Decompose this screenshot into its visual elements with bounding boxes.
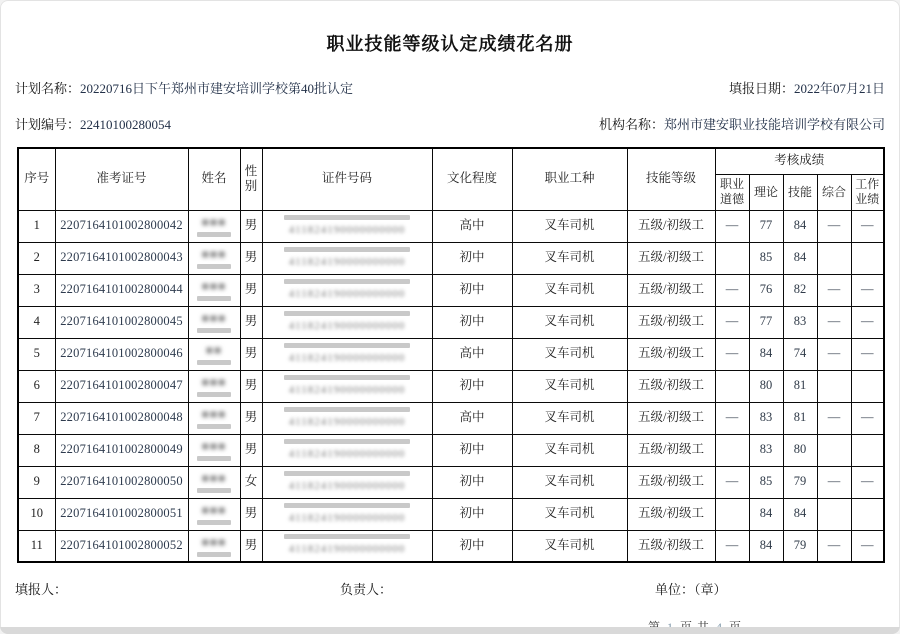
redaction-smudge [284, 439, 409, 444]
cell-occupation: 叉车司机 [512, 530, 627, 562]
table-row [18, 274, 884, 306]
cell-exam-no: 2207164101002800048 [55, 402, 188, 434]
cell-score-ethics [715, 370, 749, 402]
col-header-gender: 性别 [240, 148, 262, 210]
redacted-id-text: 411824190000000000 [288, 287, 406, 300]
col-header-skill: 技能 [783, 174, 817, 210]
cell-level: 五级/初级工 [627, 370, 715, 402]
cell-score-skill: 79 [783, 530, 817, 562]
cell-no: 1 [18, 210, 55, 242]
cell-name-redacted [188, 370, 240, 402]
redacted-id-text: 411824190000000000 [288, 255, 406, 268]
cell-name-redacted [188, 530, 240, 562]
table-row [18, 434, 884, 466]
cell-occupation: 叉车司机 [512, 338, 627, 370]
report-date [729, 78, 885, 97]
cell-occupation: 叉车司机 [512, 370, 627, 402]
cell-score-work: — [851, 338, 884, 370]
cell-id-redacted [262, 370, 432, 402]
cell-education: 初中 [432, 242, 512, 274]
cell-score-work: — [851, 466, 884, 498]
cell-score-comprehensive [817, 370, 851, 402]
cell-score-ethics [715, 498, 749, 530]
cell-score-work: — [851, 402, 884, 434]
window-bottom-edge [0, 627, 900, 634]
redaction-smudge [284, 375, 409, 380]
cell-score-ethics: — [715, 274, 749, 306]
cell-level: 五级/初级工 [627, 402, 715, 434]
redacted-id-text: 411824190000000000 [288, 319, 406, 332]
plan-name-label: 计划名称： [15, 81, 81, 96]
redaction-smudge [284, 215, 409, 220]
redaction-smudge [284, 343, 409, 348]
table-row [18, 306, 884, 338]
cell-score-skill: 84 [783, 210, 817, 242]
cell-score-skill: 79 [783, 466, 817, 498]
col-header-ethics: 职业道德 [715, 174, 749, 210]
cell-level: 五级/初级工 [627, 274, 715, 306]
cell-exam-no: 2207164101002800043 [55, 242, 188, 274]
page-title: 职业技能等级认定成绩花名册 [326, 34, 574, 54]
cell-gender: 男 [240, 210, 262, 242]
cell-score-theory: 80 [749, 370, 783, 402]
redaction-smudge [197, 328, 231, 333]
cell-id-redacted [262, 434, 432, 466]
cell-score-work [851, 242, 884, 274]
cell-occupation: 叉车司机 [512, 274, 627, 306]
cell-id-redacted [262, 242, 432, 274]
redaction-smudge [284, 311, 409, 316]
col-header-name: 姓名 [188, 148, 240, 210]
redacted-name-text: ■■■ [201, 247, 227, 262]
redacted-id-text: 411824190000000000 [288, 543, 406, 556]
cell-score-ethics: — [715, 402, 749, 434]
cell-gender: 男 [240, 530, 262, 562]
plan-no [15, 114, 171, 133]
cell-level: 五级/初级工 [627, 306, 715, 338]
cell-education: 初中 [432, 274, 512, 306]
results-table [17, 147, 885, 563]
cell-no: 7 [18, 402, 55, 434]
table-row [18, 402, 884, 434]
cell-gender: 男 [240, 498, 262, 530]
col-header-exam-no: 准考证号 [55, 148, 188, 210]
cell-name-redacted [188, 466, 240, 498]
cell-score-ethics [715, 434, 749, 466]
cell-exam-no: 2207164101002800051 [55, 498, 188, 530]
cell-occupation: 叉车司机 [512, 498, 627, 530]
cell-name-redacted [188, 338, 240, 370]
cell-gender: 男 [240, 306, 262, 338]
redaction-smudge [197, 488, 231, 493]
cell-gender: 女 [240, 466, 262, 498]
cell-score-comprehensive: — [817, 530, 851, 562]
redaction-smudge [197, 392, 231, 397]
table-row [18, 466, 884, 498]
redacted-name-text: ■■■ [201, 534, 227, 549]
unit-seal-label: 单位：（章） [655, 582, 727, 597]
cell-score-comprehensive [817, 434, 851, 466]
plan-name-value: 20220716日下午郑州市建安培训学校第40批认定 [80, 81, 354, 96]
cell-score-ethics: — [715, 338, 749, 370]
cell-level: 五级/初级工 [627, 530, 715, 562]
cell-score-work: — [851, 274, 884, 306]
col-header-occupation: 职业工种 [512, 148, 627, 210]
cell-occupation: 叉车司机 [512, 434, 627, 466]
cell-gender: 男 [240, 402, 262, 434]
cell-score-comprehensive: — [817, 466, 851, 498]
cell-education: 初中 [432, 306, 512, 338]
cell-gender: 男 [240, 242, 262, 274]
cell-score-theory: 76 [749, 274, 783, 306]
table-row [18, 530, 884, 562]
cell-score-comprehensive: — [817, 274, 851, 306]
redaction-smudge [284, 247, 409, 252]
cell-name-redacted [188, 210, 240, 242]
cell-exam-no: 2207164101002800050 [55, 466, 188, 498]
cell-id-redacted [262, 498, 432, 530]
col-header-theory: 理论 [749, 174, 783, 210]
redaction-smudge [197, 552, 231, 557]
org-name [599, 114, 885, 133]
cell-no: 4 [18, 306, 55, 338]
cell-occupation: 叉车司机 [512, 242, 627, 274]
redacted-name-text: ■■■ [201, 311, 227, 326]
cell-exam-no: 2207164101002800044 [55, 274, 188, 306]
cell-no: 8 [18, 434, 55, 466]
cell-level: 五级/初级工 [627, 498, 715, 530]
cell-no: 10 [18, 498, 55, 530]
cell-score-theory: 77 [749, 306, 783, 338]
redacted-name-text: ■■■ [201, 471, 227, 486]
cell-id-redacted [262, 274, 432, 306]
cell-name-redacted [188, 434, 240, 466]
cell-score-work: — [851, 530, 884, 562]
redacted-name-text: ■■ [205, 343, 223, 358]
redaction-smudge [284, 471, 409, 476]
cell-exam-no: 2207164101002800046 [55, 338, 188, 370]
redaction-smudge [284, 534, 409, 539]
cell-id-redacted [262, 402, 432, 434]
cell-score-skill: 84 [783, 242, 817, 274]
cell-score-ethics [715, 242, 749, 274]
cell-exam-no: 2207164101002800052 [55, 530, 188, 562]
cell-score-skill: 74 [783, 338, 817, 370]
cell-no: 9 [18, 466, 55, 498]
cell-name-redacted [188, 242, 240, 274]
cell-score-ethics: — [715, 210, 749, 242]
cell-id-redacted [262, 210, 432, 242]
redaction-smudge [284, 407, 409, 412]
cell-score-theory: 84 [749, 498, 783, 530]
cell-id-redacted [262, 306, 432, 338]
org-name-value: 郑州市建安职业技能培训学校有限公司 [663, 117, 885, 132]
redacted-id-text: 411824190000000000 [288, 223, 406, 236]
cell-exam-no: 2207164101002800042 [55, 210, 188, 242]
cell-score-ethics: — [715, 306, 749, 338]
redacted-id-text: 411824190000000000 [288, 351, 406, 364]
redaction-smudge [197, 264, 231, 269]
redacted-id-text: 411824190000000000 [288, 383, 406, 396]
redacted-id-text: 411824190000000000 [288, 415, 406, 428]
cell-score-comprehensive: — [817, 306, 851, 338]
cell-education: 高中 [432, 338, 512, 370]
cell-occupation: 叉车司机 [512, 210, 627, 242]
cell-exam-no: 2207164101002800045 [55, 306, 188, 338]
cell-name-redacted [188, 402, 240, 434]
cell-exam-no: 2207164101002800047 [55, 370, 188, 402]
table-row [18, 210, 884, 242]
cell-score-skill: 83 [783, 306, 817, 338]
redacted-name-text: ■■■ [201, 215, 227, 230]
cell-no: 6 [18, 370, 55, 402]
cell-gender: 男 [240, 274, 262, 306]
cell-id-redacted [262, 530, 432, 562]
cell-occupation: 叉车司机 [512, 306, 627, 338]
cell-level: 五级/初级工 [627, 338, 715, 370]
cell-score-ethics: — [715, 530, 749, 562]
table-row [18, 242, 884, 274]
redaction-smudge [284, 503, 409, 508]
cell-score-work [851, 434, 884, 466]
meta-row-2 [0, 114, 900, 133]
cell-score-skill: 81 [783, 370, 817, 402]
cell-score-work: — [851, 306, 884, 338]
cell-score-comprehensive: — [817, 402, 851, 434]
cell-score-comprehensive [817, 242, 851, 274]
report-date-label: 填报日期： [728, 81, 794, 96]
redacted-name-text: ■■■ [201, 439, 227, 454]
cell-name-redacted [188, 498, 240, 530]
plan-no-value: 22410100280054 [80, 117, 172, 132]
cell-score-work [851, 370, 884, 402]
cell-score-comprehensive: — [817, 210, 851, 242]
cell-gender: 男 [240, 434, 262, 466]
cell-score-work: — [851, 210, 884, 242]
cell-no: 2 [18, 242, 55, 274]
cell-score-theory: 83 [749, 402, 783, 434]
cell-no: 3 [18, 274, 55, 306]
col-header-level: 技能等级 [627, 148, 715, 210]
cell-score-comprehensive: — [817, 338, 851, 370]
signature-row [0, 579, 900, 598]
col-header-comprehensive: 综合 [817, 174, 851, 210]
manager-label: 负责人： [340, 582, 393, 597]
cell-level: 五级/初级工 [627, 434, 715, 466]
cell-no: 11 [18, 530, 55, 562]
col-header-id-no: 证件号码 [262, 148, 432, 210]
redaction-smudge [197, 296, 231, 301]
redacted-id-text: 411824190000000000 [288, 447, 406, 460]
plan-no-label: 计划编号： [15, 117, 81, 132]
redaction-smudge [284, 279, 409, 284]
redaction-smudge [197, 424, 231, 429]
cell-level: 五级/初级工 [627, 242, 715, 274]
org-name-label: 机构名称： [598, 117, 664, 132]
cell-score-ethics: — [715, 466, 749, 498]
cell-score-skill: 80 [783, 434, 817, 466]
redaction-smudge [197, 520, 231, 525]
cell-education: 初中 [432, 498, 512, 530]
cell-education: 高中 [432, 210, 512, 242]
col-header-work-performance: 工作业绩 [851, 174, 884, 210]
report-date-value: 2022年07月21日 [793, 81, 885, 96]
cell-score-skill: 84 [783, 498, 817, 530]
cell-score-theory: 84 [749, 338, 783, 370]
cell-gender: 男 [240, 338, 262, 370]
cell-occupation: 叉车司机 [512, 466, 627, 498]
cell-score-theory: 77 [749, 210, 783, 242]
redaction-smudge [197, 360, 231, 365]
cell-education: 初中 [432, 370, 512, 402]
plan-name [15, 78, 353, 97]
col-header-no: 序号 [18, 148, 55, 210]
redaction-smudge [197, 232, 231, 237]
cell-id-redacted [262, 466, 432, 498]
cell-name-redacted [188, 274, 240, 306]
cell-id-redacted [262, 338, 432, 370]
cell-score-theory: 83 [749, 434, 783, 466]
cell-education: 初中 [432, 530, 512, 562]
col-header-scores-group: 考核成绩 [715, 148, 884, 174]
redacted-name-text: ■■■ [201, 503, 227, 518]
cell-score-skill: 82 [783, 274, 817, 306]
redaction-smudge [197, 456, 231, 461]
cell-level: 五级/初级工 [627, 210, 715, 242]
col-header-education: 文化程度 [432, 148, 512, 210]
cell-education: 高中 [432, 402, 512, 434]
cell-name-redacted [188, 306, 240, 338]
cell-score-theory: 85 [749, 242, 783, 274]
redacted-id-text: 411824190000000000 [288, 511, 406, 524]
cell-exam-no: 2207164101002800049 [55, 434, 188, 466]
table-row [18, 370, 884, 402]
cell-gender: 男 [240, 370, 262, 402]
cell-occupation: 叉车司机 [512, 402, 627, 434]
cell-score-work [851, 498, 884, 530]
redacted-name-text: ■■■ [201, 407, 227, 422]
cell-level: 五级/初级工 [627, 466, 715, 498]
cell-score-skill: 81 [783, 402, 817, 434]
filler-label: 填报人： [15, 582, 68, 597]
meta-row-1 [0, 78, 900, 97]
redacted-name-text: ■■■ [201, 279, 227, 294]
redacted-name-text: ■■■ [201, 375, 227, 390]
cell-no: 5 [18, 338, 55, 370]
cell-education: 初中 [432, 434, 512, 466]
cell-score-theory: 84 [749, 530, 783, 562]
table-row [18, 338, 884, 370]
redacted-id-text: 411824190000000000 [288, 479, 406, 492]
cell-score-comprehensive [817, 498, 851, 530]
table-row [18, 498, 884, 530]
cell-education: 初中 [432, 466, 512, 498]
cell-score-theory: 85 [749, 466, 783, 498]
